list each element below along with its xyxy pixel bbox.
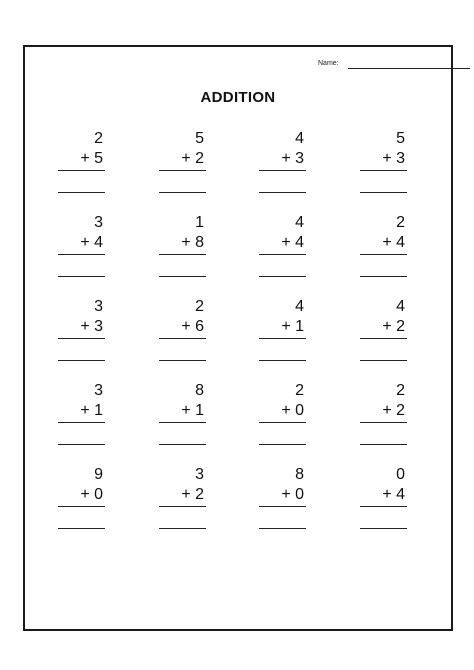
addition-problem xyxy=(355,214,415,284)
addition-problem xyxy=(53,382,113,452)
sum-rule-line xyxy=(360,170,407,171)
addition-problem xyxy=(355,130,415,200)
addition-problem xyxy=(254,466,314,536)
top-addend: 4 xyxy=(295,214,304,231)
answer-blank-line[interactable] xyxy=(360,528,407,529)
bottom-addend: + 2 xyxy=(382,318,405,335)
top-addend: 2 xyxy=(295,382,304,399)
bottom-addend: + 0 xyxy=(281,402,304,419)
name-label: Name: xyxy=(318,60,339,67)
answer-blank-line[interactable] xyxy=(360,192,407,193)
sum-rule-line xyxy=(159,254,206,255)
bottom-addend: + 4 xyxy=(382,234,405,251)
answer-blank-line[interactable] xyxy=(159,276,206,277)
sum-rule-line xyxy=(159,170,206,171)
answer-blank-line[interactable] xyxy=(58,192,105,193)
sum-rule-line xyxy=(159,338,206,339)
bottom-addend: + 3 xyxy=(382,150,405,167)
top-addend: 2 xyxy=(396,214,405,231)
addition-problem xyxy=(154,298,214,368)
top-addend: 3 xyxy=(94,214,103,231)
bottom-addend: + 2 xyxy=(382,402,405,419)
top-addend: 8 xyxy=(195,382,204,399)
addition-problem xyxy=(254,298,314,368)
answer-blank-line[interactable] xyxy=(159,444,206,445)
sum-rule-line xyxy=(159,506,206,507)
top-addend: 4 xyxy=(295,130,304,147)
addition-problem xyxy=(154,214,214,284)
bottom-addend: + 3 xyxy=(80,318,103,335)
bottom-addend: + 5 xyxy=(80,150,103,167)
sum-rule-line xyxy=(159,422,206,423)
sum-rule-line xyxy=(259,422,306,423)
answer-blank-line[interactable] xyxy=(58,360,105,361)
top-addend: 2 xyxy=(94,130,103,147)
top-addend: 3 xyxy=(195,466,204,483)
bottom-addend: + 6 xyxy=(181,318,204,335)
addition-problem xyxy=(53,466,113,536)
sum-rule-line xyxy=(259,506,306,507)
answer-blank-line[interactable] xyxy=(360,444,407,445)
addition-problem xyxy=(254,382,314,452)
top-addend: 8 xyxy=(295,466,304,483)
bottom-addend: + 4 xyxy=(80,234,103,251)
bottom-addend: + 1 xyxy=(80,402,103,419)
answer-blank-line[interactable] xyxy=(58,276,105,277)
bottom-addend: + 4 xyxy=(382,486,405,503)
addition-problem xyxy=(154,466,214,536)
top-addend: 2 xyxy=(396,382,405,399)
answer-blank-line[interactable] xyxy=(58,444,105,445)
sum-rule-line xyxy=(58,254,105,255)
sum-rule-line xyxy=(360,338,407,339)
top-addend: 4 xyxy=(295,298,304,315)
bottom-addend: + 8 xyxy=(181,234,204,251)
top-addend: 3 xyxy=(94,298,103,315)
bottom-addend: + 4 xyxy=(281,234,304,251)
bottom-addend: + 0 xyxy=(80,486,103,503)
answer-blank-line[interactable] xyxy=(259,444,306,445)
answer-blank-line[interactable] xyxy=(58,528,105,529)
sum-rule-line xyxy=(360,422,407,423)
addition-problem xyxy=(53,214,113,284)
sum-rule-line xyxy=(58,170,105,171)
sum-rule-line xyxy=(58,422,105,423)
top-addend: 5 xyxy=(396,130,405,147)
bottom-addend: + 2 xyxy=(181,486,204,503)
bottom-addend: + 2 xyxy=(181,150,204,167)
answer-blank-line[interactable] xyxy=(259,276,306,277)
addition-problem xyxy=(355,466,415,536)
sum-rule-line xyxy=(360,506,407,507)
worksheet-title: ADDITION xyxy=(200,89,276,106)
sum-rule-line xyxy=(360,254,407,255)
addition-problem xyxy=(53,298,113,368)
top-addend: 4 xyxy=(396,298,405,315)
bottom-addend: + 1 xyxy=(281,318,304,335)
answer-blank-line[interactable] xyxy=(360,276,407,277)
top-addend: 2 xyxy=(195,298,204,315)
bottom-addend: + 0 xyxy=(281,486,304,503)
sum-rule-line xyxy=(259,338,306,339)
answer-blank-line[interactable] xyxy=(259,360,306,361)
answer-blank-line[interactable] xyxy=(259,528,306,529)
sum-rule-line xyxy=(259,254,306,255)
sum-rule-line xyxy=(58,506,105,507)
top-addend: 5 xyxy=(195,130,204,147)
addition-problem xyxy=(254,130,314,200)
addition-problem xyxy=(154,382,214,452)
addition-problem xyxy=(53,130,113,200)
answer-blank-line[interactable] xyxy=(159,528,206,529)
sum-rule-line xyxy=(58,338,105,339)
worksheet-page xyxy=(23,45,453,631)
sum-rule-line xyxy=(259,170,306,171)
problem-grid xyxy=(25,47,451,629)
top-addend: 3 xyxy=(94,382,103,399)
answer-blank-line[interactable] xyxy=(259,192,306,193)
answer-blank-line[interactable] xyxy=(360,360,407,361)
answer-blank-line[interactable] xyxy=(159,192,206,193)
addition-problem xyxy=(355,382,415,452)
bottom-addend: + 3 xyxy=(281,150,304,167)
top-addend: 1 xyxy=(195,214,204,231)
top-addend: 0 xyxy=(396,466,405,483)
answer-blank-line[interactable] xyxy=(159,360,206,361)
addition-problem xyxy=(254,214,314,284)
addition-problem xyxy=(154,130,214,200)
addition-problem xyxy=(355,298,415,368)
bottom-addend: + 1 xyxy=(181,402,204,419)
top-addend: 9 xyxy=(94,466,103,483)
